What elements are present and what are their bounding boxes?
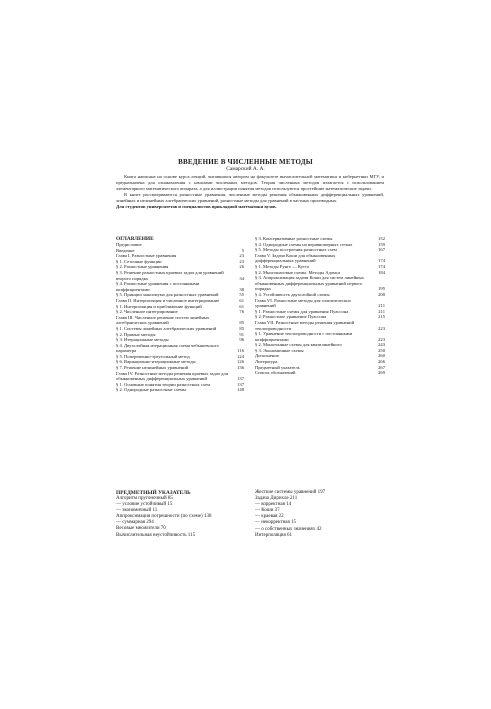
toc-entry-page: 267	[378, 364, 385, 370]
toc-entry-title: Список обозначений	[255, 370, 296, 376]
toc-entry-page: 137	[237, 381, 244, 387]
toc-entry-page: 136	[237, 365, 244, 371]
toc-entry-page: 61	[239, 303, 244, 309]
toc-entry-page: 38	[239, 286, 244, 292]
toc-entry	[116, 371, 244, 382]
toc-entry-title: § 2. Разностные уравнения	[116, 264, 169, 270]
index-entry: — о собственных значениях 42	[255, 526, 322, 532]
toc-entry	[255, 275, 385, 292]
toc-entry-title: § 4. Однородные схемы на неравномерных сетках	[255, 241, 353, 247]
toc-entry-title: Литература	[255, 359, 278, 365]
annotation-paragraph: В книге рассматриваются разностные уравнения, численные методы решения обыкновенных дифференциальных уравнений, линейных и нелинейных алгебраических уравнений, разностные методы для уравнений в частных производных.	[116, 191, 384, 203]
toc-right-column	[255, 236, 385, 376]
toc-entry-page: 266	[378, 359, 385, 365]
toc-entry-title: § 3. Итерационные методы	[116, 337, 169, 343]
toc-entry-title: § 2. Численное интегрирование	[116, 309, 178, 315]
toc-entry-page: 34	[239, 275, 244, 281]
toc-entry-title: § 5. Методы построения разностных схем	[255, 247, 337, 253]
index-entry: Вычислительная неустойчивость 115	[116, 532, 196, 538]
toc-entry-page: 211	[378, 303, 385, 309]
toc-entry-title: § 5. Попеременно-треугольный метод	[116, 353, 190, 359]
document-author: Самарский А. А.	[226, 166, 265, 172]
index-entry: Интерполяция 61	[255, 532, 292, 538]
index-entry: Аппроксимация погрешности (по схеме) 138	[116, 514, 212, 520]
toc-entry-page: 116	[237, 348, 244, 354]
index-entry: — экономичный 11	[116, 508, 158, 514]
toc-entry-title: § 2. Разностное уравнение Пуассона	[255, 314, 327, 320]
toc-entry-page: 85	[239, 320, 244, 326]
toc-entry	[255, 253, 385, 264]
toc-entry-page: 85	[239, 325, 244, 331]
toc-entry-title: § 1. Интерполяция и приближение функций	[116, 303, 202, 309]
index-entry: — краевая 22	[255, 514, 284, 520]
toc-entry-title: § 1. Системы линейных алгебраических уравнений	[116, 325, 217, 331]
toc-entry-title: § 3. Аппроксимация задачи Коши для систем линейных обыкновенных дифференциальных уравнений первого порядка	[255, 275, 364, 292]
toc-entry	[116, 343, 244, 354]
annotation-audience: Для студентов университетов и специалистов прикладной математики вузов.	[116, 203, 277, 209]
toc-entry	[255, 370, 385, 376]
toc-entry-title: § 1. Методы Рунге — Кутта	[255, 263, 309, 269]
toc-entry-title: § 4. Устойчивость двухслойной схемы	[255, 291, 330, 297]
toc-entry-title: Глава I. Разностные уравнения	[116, 253, 177, 259]
index-left-column	[116, 496, 251, 539]
index-entry: — условие устойчивый 15	[116, 502, 173, 508]
annotation-paragraph: Книга написана на основе курса лекций, читавшихся автором на факультете вычислительной математики и кибернетики МГУ, и предназначена для ознакомления с началами численных методов. Теория численных методов излагается с использованием элементарного математического аппарата, а для иллюстрации понятия методов используются простейшие математические задачи.	[116, 174, 384, 191]
toc-entry-page: 61	[239, 297, 244, 303]
toc-entry-title: Глава III. Численное решение систем линейных алгебраических уравнений	[116, 314, 210, 326]
toc-entry-page: 200	[378, 291, 385, 297]
toc-entry-page: 126	[237, 359, 244, 365]
toc-heading: ОГЛАВЛЕНИЕ	[116, 236, 154, 242]
toc-entry-page: 215	[378, 314, 385, 320]
toc-left-column	[116, 242, 244, 393]
toc-entry-page: 167	[378, 247, 385, 253]
toc-entry	[116, 281, 244, 292]
index-entry: Задача Дирихле 211	[255, 496, 298, 502]
index-entry: — суммарная 294	[116, 520, 154, 526]
toc-entry-title: § 3. Консервативные разностные схемы	[255, 236, 333, 241]
toc-entry-page: 55	[239, 292, 244, 298]
toc-entry-page: 23	[239, 253, 244, 259]
toc-entry-title: Глава II. Интерполяция и численное интегрирование	[116, 297, 220, 303]
toc-entry-title: § 1. Основные понятия теории разностных схем	[116, 381, 210, 387]
toc-entry-title: Дополнение	[255, 353, 279, 359]
toc-entry-title: § 6. Вариационно-итерационные методы	[116, 359, 196, 365]
toc-entry-title: Глава VII. Разностные методы решения уравнений теплопроводности	[255, 319, 355, 331]
toc-entry-page: 91	[239, 331, 244, 337]
toc-entry	[116, 387, 244, 393]
toc-entry	[116, 315, 244, 326]
toc-entry-page: 260	[378, 353, 385, 359]
toc-entry-title: Введение	[116, 247, 135, 253]
toc-entry-title: § 5. Принцип максимума для разностных уравнений	[116, 292, 219, 298]
toc-entry	[255, 331, 385, 342]
toc-entry	[116, 270, 244, 281]
toc-entry-page: 124	[237, 353, 244, 359]
toc-entry	[255, 298, 385, 309]
toc-entry-page: 137	[237, 376, 244, 382]
toc-entry-page: 152	[378, 236, 385, 241]
toc-entry-title: § 4. Разностные уравнения с постоянными коэффициентами	[116, 281, 200, 292]
annotation	[116, 174, 384, 209]
document-title: ВВЕДЕНИЕ В ЧИСЛЕННЫЕ МЕТОДЫ	[178, 158, 313, 166]
index-entry: Алгоритм пругоночный 85	[116, 496, 173, 501]
toc-entry-page: 148	[237, 387, 244, 393]
toc-entry-page: 211	[378, 308, 385, 314]
toc-entry-title: Глава V. Задача Коши для обыкновенных дифференциальных уравнений	[255, 252, 336, 264]
toc-entry-title: § 3. Решение разностных краевых задач для уравнений второго порядка	[116, 269, 224, 281]
toc-entry-title: § 3. Экономичные схемы	[255, 347, 304, 353]
toc-entry-title: Глава VI. Разностные методы для эллиптических уравнений	[255, 297, 352, 309]
toc-entry	[255, 320, 385, 331]
toc-entry-page: 195	[378, 286, 385, 292]
toc-entry-page: 26	[239, 264, 244, 270]
index-heading: ПРЕДМЕТНЫЙ УКАЗАТЕЛЬ	[116, 490, 191, 496]
toc-entry-page: 223	[378, 325, 385, 331]
toc-entry-page: 223	[378, 336, 385, 342]
toc-entry-title: § 2. Прямые методы	[116, 331, 156, 337]
toc-entry-page: 76	[239, 309, 244, 315]
index-entry: — Коши 37	[255, 508, 280, 514]
toc-entry-page: 96	[239, 337, 244, 343]
index-entry: — корректная 14	[255, 502, 292, 508]
toc-entry-page: 250	[378, 347, 385, 353]
toc-entry-title: § 7. Решение нелинейных уравнений	[116, 365, 189, 371]
index-entry: — некорректная 15	[255, 520, 297, 526]
toc-entry-page: 243	[378, 342, 385, 348]
index-right-column	[255, 490, 390, 539]
index-entry: Жесткие системы уравнений 197	[255, 490, 326, 495]
toc-entry-title: § 1. Уравнение теплопроводности с постоянными коэффициентами	[255, 331, 353, 342]
toc-entry-title: § 1. Сеточные функции	[116, 258, 162, 264]
index-entry: Весовые множители 70	[116, 526, 166, 532]
toc-entry-title: Предметный указатель	[255, 364, 300, 370]
toc-entry-page: 174	[378, 263, 385, 269]
toc-entry-page: 174	[378, 258, 385, 264]
toc-entry-page: 23	[239, 258, 244, 264]
toc-entry-title: § 2. Многошаговые схемы. Методы Адамса	[255, 269, 341, 275]
toc-entry-title: § 2. Монотонные схемы для квазилинейного	[255, 342, 342, 348]
toc-entry-title: § 4. Двухслойная итерационная схема чебышевского параметра	[116, 342, 219, 354]
toc-entry-page: 159	[378, 241, 385, 247]
toc-entry-title: Глава IV. Разностные методы решения краевых задач для обыкновенных дифференциальных уравнений	[116, 370, 228, 382]
toc-entry-page: 184	[378, 269, 385, 275]
toc-entry-title: Предисловие	[116, 242, 142, 247]
toc-entry-page: 5	[241, 247, 244, 253]
toc-entry-page: 269	[378, 370, 385, 376]
toc-entry-title: § 2. Однородные разностные схемы	[116, 387, 186, 393]
toc-entry-title: § 1. Разностные схемы для уравнения Пуассона	[255, 308, 349, 314]
